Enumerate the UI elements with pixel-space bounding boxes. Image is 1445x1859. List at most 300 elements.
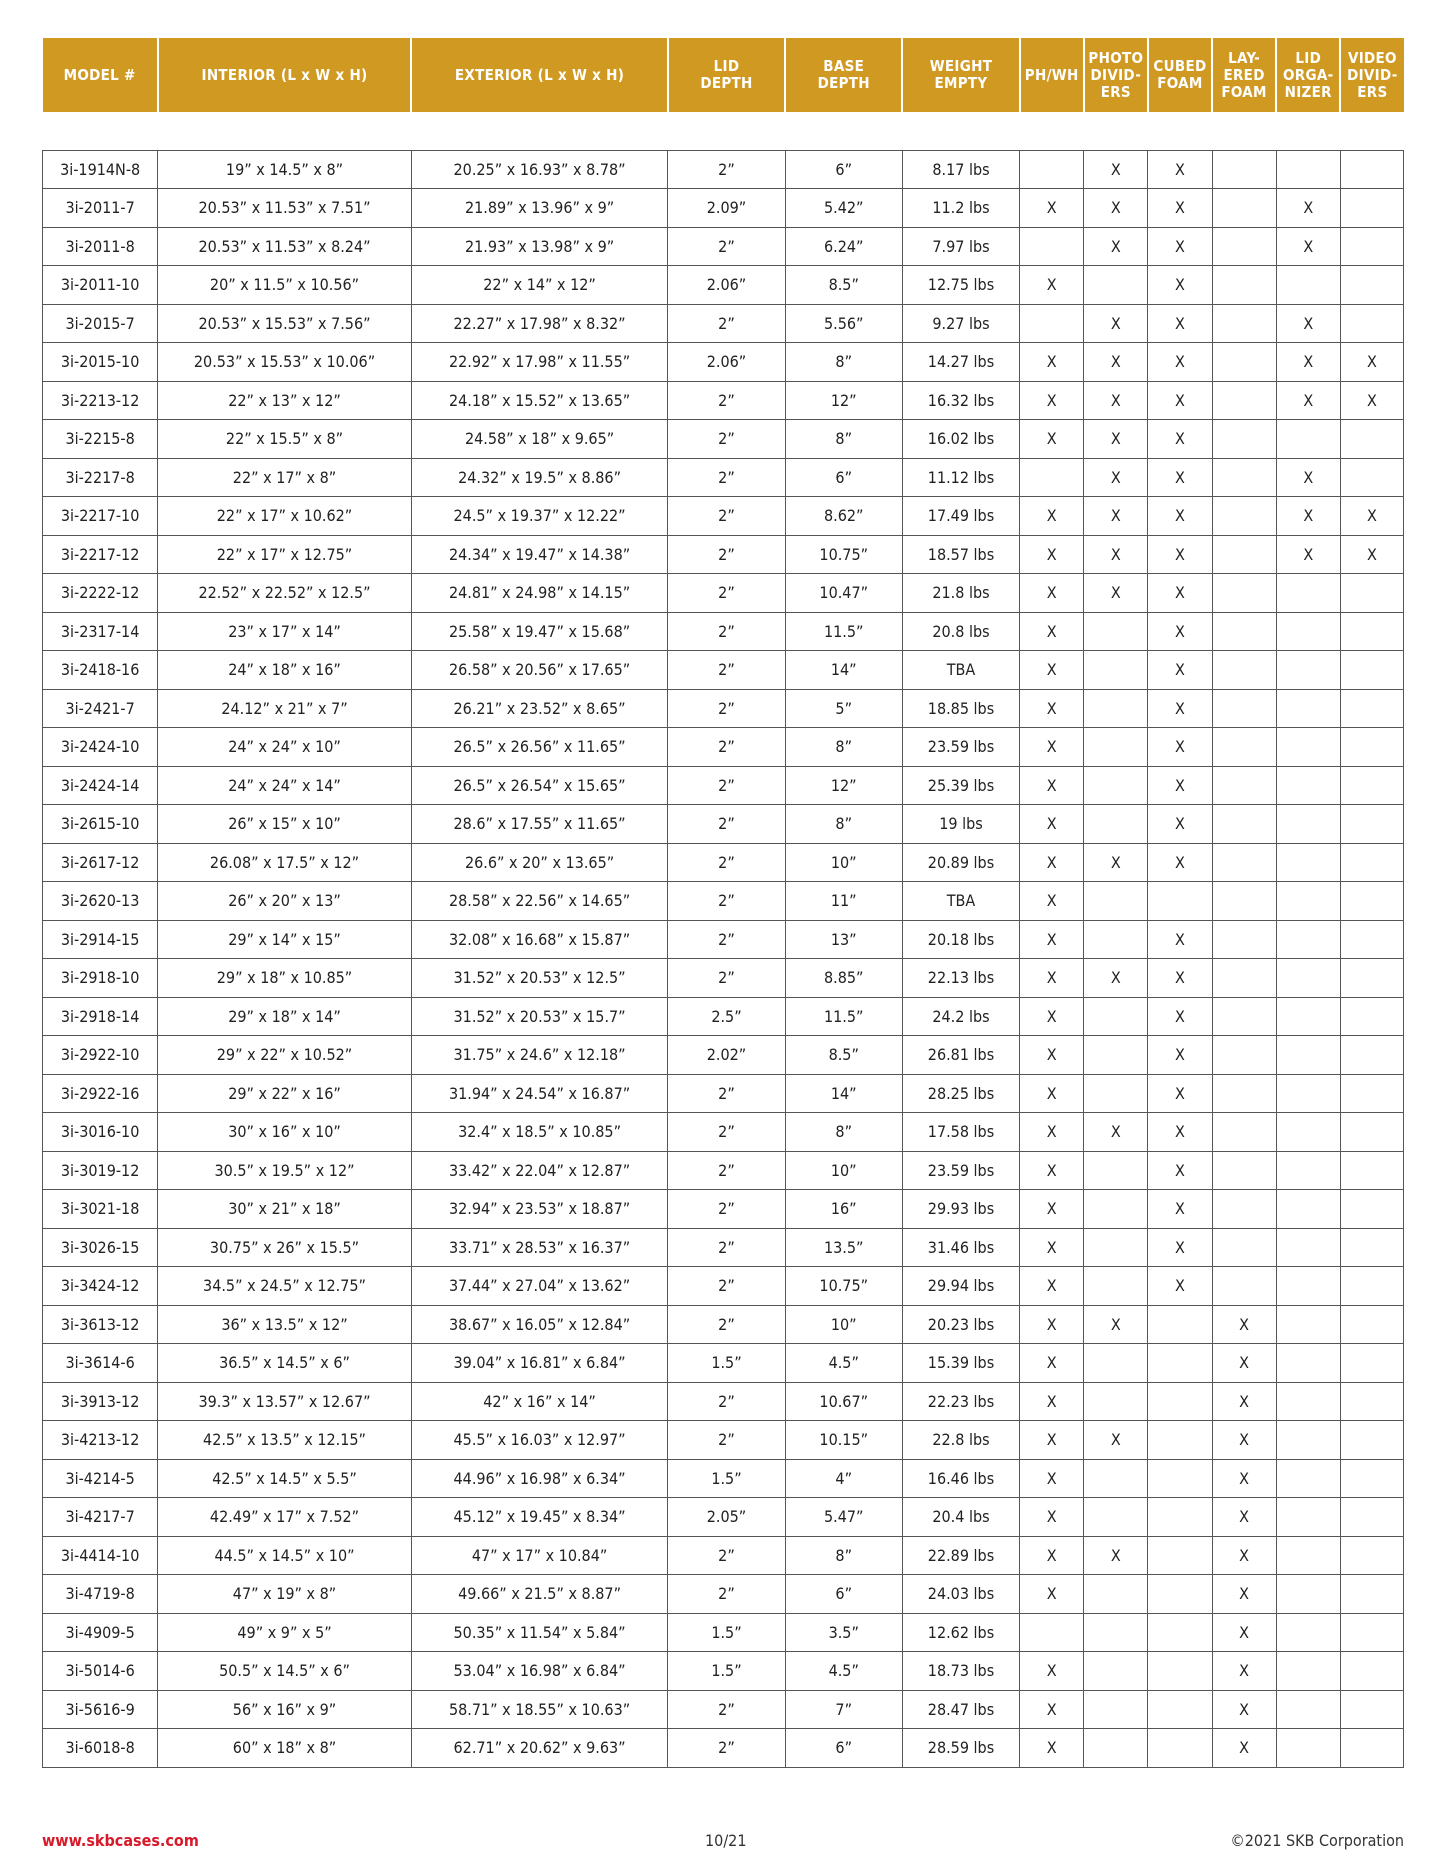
lid-organizer-cell xyxy=(1276,1344,1340,1383)
video-dividers-cell xyxy=(1340,1036,1403,1075)
ph-wh-cell: X xyxy=(1020,920,1084,959)
layered-foam-cell xyxy=(1212,189,1276,228)
layered-foam-cell xyxy=(1212,1267,1276,1306)
video-dividers-cell xyxy=(1340,266,1403,305)
lid-depth-cell: 2” xyxy=(668,458,785,497)
cubed-foam-cell: X xyxy=(1148,728,1212,767)
cubed-foam-cell xyxy=(1148,1536,1212,1575)
exterior-cell: 21.89” x 13.96” x 9” xyxy=(411,189,668,228)
lid-depth-cell: 2” xyxy=(668,150,785,189)
photo-dividers-cell: X xyxy=(1084,343,1148,382)
model-cell: 3i-3019-12 xyxy=(43,1151,158,1190)
table-row xyxy=(43,304,1404,343)
exterior-cell: 53.04” x 16.98” x 6.84” xyxy=(411,1652,668,1691)
header-weight-empty: WEIGHT EMPTY xyxy=(902,38,1019,112)
base-depth-cell: 4” xyxy=(785,1459,902,1498)
lid-organizer-cell xyxy=(1276,420,1340,459)
interior-cell: 26” x 20” x 13” xyxy=(158,882,412,921)
cubed-foam-cell: X xyxy=(1148,651,1212,690)
ph-wh-cell: X xyxy=(1020,189,1084,228)
cubed-foam-cell: X xyxy=(1148,1113,1212,1152)
video-dividers-cell xyxy=(1340,1344,1403,1383)
base-depth-cell: 6” xyxy=(785,150,902,189)
layered-foam-cell xyxy=(1212,497,1276,536)
ph-wh-cell: X xyxy=(1020,1690,1084,1729)
video-dividers-cell: X xyxy=(1340,535,1403,574)
cubed-foam-cell xyxy=(1148,1421,1212,1460)
photo-dividers-cell xyxy=(1084,920,1148,959)
layered-foam-cell xyxy=(1212,1074,1276,1113)
table-row xyxy=(43,420,1404,459)
exterior-cell: 26.21” x 23.52” x 8.65” xyxy=(411,689,668,728)
table-row xyxy=(43,882,1404,921)
exterior-cell: 26.5” x 26.56” x 11.65” xyxy=(411,728,668,767)
cubed-foam-cell xyxy=(1148,1459,1212,1498)
interior-cell: 22” x 15.5” x 8” xyxy=(158,420,412,459)
table-row xyxy=(43,1652,1404,1691)
ph-wh-cell xyxy=(1020,304,1084,343)
lid-depth-cell: 2” xyxy=(668,766,785,805)
interior-cell: 20.53” x 15.53” x 7.56” xyxy=(158,304,412,343)
interior-cell: 30.5” x 19.5” x 12” xyxy=(158,1151,412,1190)
lid-organizer-cell xyxy=(1276,651,1340,690)
weight-cell: 11.12 lbs xyxy=(902,458,1019,497)
photo-dividers-cell xyxy=(1084,1267,1148,1306)
cubed-foam-cell: X xyxy=(1148,843,1212,882)
lid-organizer-cell: X xyxy=(1276,381,1340,420)
exterior-cell: 31.94” x 24.54” x 16.87” xyxy=(411,1074,668,1113)
lid-organizer-cell xyxy=(1276,1228,1340,1267)
video-dividers-cell xyxy=(1340,959,1403,998)
ph-wh-cell: X xyxy=(1020,1228,1084,1267)
weight-cell: 14.27 lbs xyxy=(902,343,1019,382)
header-model: MODEL # xyxy=(43,38,158,112)
ph-wh-cell: X xyxy=(1020,959,1084,998)
header-interior: INTERIOR (L x W x H) xyxy=(158,38,412,112)
photo-dividers-cell xyxy=(1084,1344,1148,1383)
exterior-cell: 24.81” x 24.98” x 14.15” xyxy=(411,574,668,613)
model-cell: 3i-2914-15 xyxy=(43,920,158,959)
lid-organizer-cell xyxy=(1276,1382,1340,1421)
video-dividers-cell xyxy=(1340,1421,1403,1460)
interior-cell: 60” x 18” x 8” xyxy=(158,1729,412,1768)
base-depth-cell: 11” xyxy=(785,882,902,921)
model-cell: 3i-2918-14 xyxy=(43,997,158,1036)
cubed-foam-cell xyxy=(1148,1613,1212,1652)
cubed-foam-cell: X xyxy=(1148,574,1212,613)
interior-cell: 30” x 21” x 18” xyxy=(158,1190,412,1229)
lid-organizer-cell: X xyxy=(1276,535,1340,574)
photo-dividers-cell xyxy=(1084,1228,1148,1267)
cubed-foam-cell xyxy=(1148,1690,1212,1729)
photo-dividers-cell xyxy=(1084,1613,1148,1652)
ph-wh-cell: X xyxy=(1020,1267,1084,1306)
page-number: 10/21 xyxy=(705,1831,747,1850)
lid-organizer-cell xyxy=(1276,1190,1340,1229)
cubed-foam-cell: X xyxy=(1148,535,1212,574)
table-row xyxy=(43,1190,1404,1229)
interior-cell: 24” x 18” x 16” xyxy=(158,651,412,690)
model-cell: 3i-3424-12 xyxy=(43,1267,158,1306)
weight-cell: 12.62 lbs xyxy=(902,1613,1019,1652)
photo-dividers-cell xyxy=(1084,1459,1148,1498)
video-dividers-cell: X xyxy=(1340,497,1403,536)
lid-organizer-cell: X xyxy=(1276,227,1340,266)
header-lid-organizer: LID ORGA- NIZER xyxy=(1276,38,1340,112)
ph-wh-cell: X xyxy=(1020,1344,1084,1383)
interior-cell: 42.5” x 14.5” x 5.5” xyxy=(158,1459,412,1498)
model-cell: 3i-5616-9 xyxy=(43,1690,158,1729)
ph-wh-cell: X xyxy=(1020,497,1084,536)
table-row xyxy=(43,1498,1404,1537)
lid-depth-cell: 1.5” xyxy=(668,1613,785,1652)
layered-foam-cell: X xyxy=(1212,1498,1276,1537)
header-cubed-foam: CUBED FOAM xyxy=(1148,38,1212,112)
photo-dividers-cell xyxy=(1084,1151,1148,1190)
layered-foam-cell: X xyxy=(1212,1613,1276,1652)
cubed-foam-cell: X xyxy=(1148,150,1212,189)
header-video-dividers: VIDEO DIVID- ERS xyxy=(1340,38,1403,112)
layered-foam-cell xyxy=(1212,304,1276,343)
exterior-cell: 24.5” x 19.37” x 12.22” xyxy=(411,497,668,536)
ph-wh-cell: X xyxy=(1020,766,1084,805)
exterior-cell: 58.71” x 18.55” x 10.63” xyxy=(411,1690,668,1729)
interior-cell: 29” x 22” x 10.52” xyxy=(158,1036,412,1075)
exterior-cell: 22.92” x 17.98” x 11.55” xyxy=(411,343,668,382)
base-depth-cell: 8” xyxy=(785,343,902,382)
video-dividers-cell xyxy=(1340,227,1403,266)
video-dividers-cell: X xyxy=(1340,343,1403,382)
model-cell: 3i-2424-14 xyxy=(43,766,158,805)
table-row xyxy=(43,959,1404,998)
model-cell: 3i-5014-6 xyxy=(43,1652,158,1691)
cubed-foam-cell: X xyxy=(1148,381,1212,420)
cubed-foam-cell: X xyxy=(1148,304,1212,343)
layered-foam-cell xyxy=(1212,574,1276,613)
photo-dividers-cell: X xyxy=(1084,959,1148,998)
lid-depth-cell: 2.06” xyxy=(668,266,785,305)
layered-foam-cell xyxy=(1212,959,1276,998)
photo-dividers-cell xyxy=(1084,1652,1148,1691)
exterior-cell: 45.12” x 19.45” x 8.34” xyxy=(411,1498,668,1537)
header-row xyxy=(43,38,1404,112)
photo-dividers-cell xyxy=(1084,1074,1148,1113)
weight-cell: 17.58 lbs xyxy=(902,1113,1019,1152)
table-body xyxy=(43,112,1404,1767)
layered-foam-cell xyxy=(1212,1113,1276,1152)
video-dividers-cell xyxy=(1340,1151,1403,1190)
table-row xyxy=(43,689,1404,728)
table-row xyxy=(43,920,1404,959)
table-row xyxy=(43,189,1404,228)
lid-depth-cell: 2” xyxy=(668,689,785,728)
lid-depth-cell: 2.06” xyxy=(668,343,785,382)
video-dividers-cell xyxy=(1340,1613,1403,1652)
ph-wh-cell: X xyxy=(1020,882,1084,921)
model-cell: 3i-4214-5 xyxy=(43,1459,158,1498)
lid-organizer-cell xyxy=(1276,1151,1340,1190)
lid-depth-cell: 2” xyxy=(668,1690,785,1729)
video-dividers-cell xyxy=(1340,728,1403,767)
interior-cell: 23” x 17” x 14” xyxy=(158,612,412,651)
model-cell: 3i-4414-10 xyxy=(43,1536,158,1575)
ph-wh-cell: X xyxy=(1020,1305,1084,1344)
model-cell: 3i-2922-16 xyxy=(43,1074,158,1113)
header-gap xyxy=(43,112,1404,150)
photo-dividers-cell xyxy=(1084,766,1148,805)
model-cell: 3i-3016-10 xyxy=(43,1113,158,1152)
weight-cell: 24.03 lbs xyxy=(902,1575,1019,1614)
lid-depth-cell: 1.5” xyxy=(668,1652,785,1691)
photo-dividers-cell: X xyxy=(1084,420,1148,459)
lid-depth-cell: 2.02” xyxy=(668,1036,785,1075)
ph-wh-cell xyxy=(1020,227,1084,266)
weight-cell: 11.2 lbs xyxy=(902,189,1019,228)
lid-organizer-cell xyxy=(1276,766,1340,805)
interior-cell: 22” x 17” x 8” xyxy=(158,458,412,497)
ph-wh-cell: X xyxy=(1020,612,1084,651)
ph-wh-cell xyxy=(1020,458,1084,497)
table-row xyxy=(43,1421,1404,1460)
website-link[interactable]: www.skbcases.com xyxy=(42,1831,199,1850)
lid-depth-cell: 2” xyxy=(668,227,785,266)
layered-foam-cell: X xyxy=(1212,1382,1276,1421)
lid-depth-cell: 2” xyxy=(668,1421,785,1460)
exterior-cell: 31.52” x 20.53” x 15.7” xyxy=(411,997,668,1036)
interior-cell: 30” x 16” x 10” xyxy=(158,1113,412,1152)
weight-cell: 20.18 lbs xyxy=(902,920,1019,959)
layered-foam-cell: X xyxy=(1212,1575,1276,1614)
interior-cell: 42.5” x 13.5” x 12.15” xyxy=(158,1421,412,1460)
table-row xyxy=(43,1305,1404,1344)
interior-cell: 50.5” x 14.5” x 6” xyxy=(158,1652,412,1691)
layered-foam-cell xyxy=(1212,343,1276,382)
layered-foam-cell xyxy=(1212,150,1276,189)
lid-organizer-cell xyxy=(1276,1459,1340,1498)
exterior-cell: 22.27” x 17.98” x 8.32” xyxy=(411,304,668,343)
interior-cell: 24” x 24” x 10” xyxy=(158,728,412,767)
weight-cell: 15.39 lbs xyxy=(902,1344,1019,1383)
table-row xyxy=(43,1459,1404,1498)
lid-depth-cell: 2.09” xyxy=(668,189,785,228)
video-dividers-cell xyxy=(1340,1113,1403,1152)
cubed-foam-cell: X xyxy=(1148,266,1212,305)
cubed-foam-cell: X xyxy=(1148,497,1212,536)
interior-cell: 26.08” x 17.5” x 12” xyxy=(158,843,412,882)
base-depth-cell: 11.5” xyxy=(785,612,902,651)
interior-cell: 24.12” x 21” x 7” xyxy=(158,689,412,728)
photo-dividers-cell: X xyxy=(1084,1113,1148,1152)
model-cell: 3i-2620-13 xyxy=(43,882,158,921)
cubed-foam-cell: X xyxy=(1148,689,1212,728)
base-depth-cell: 10.67” xyxy=(785,1382,902,1421)
lid-organizer-cell xyxy=(1276,1690,1340,1729)
video-dividers-cell xyxy=(1340,1074,1403,1113)
model-cell: 3i-2424-10 xyxy=(43,728,158,767)
weight-cell: 21.8 lbs xyxy=(902,574,1019,613)
lid-depth-cell: 2” xyxy=(668,1190,785,1229)
exterior-cell: 33.71” x 28.53” x 16.37” xyxy=(411,1228,668,1267)
video-dividers-cell xyxy=(1340,1536,1403,1575)
interior-cell: 49” x 9” x 5” xyxy=(158,1613,412,1652)
lid-depth-cell: 2” xyxy=(668,1382,785,1421)
photo-dividers-cell xyxy=(1084,1382,1148,1421)
model-cell: 3i-2015-7 xyxy=(43,304,158,343)
ph-wh-cell: X xyxy=(1020,689,1084,728)
interior-cell: 22” x 17” x 10.62” xyxy=(158,497,412,536)
video-dividers-cell xyxy=(1340,805,1403,844)
base-depth-cell: 5.42” xyxy=(785,189,902,228)
table-row xyxy=(43,150,1404,189)
cubed-foam-cell: X xyxy=(1148,189,1212,228)
base-depth-cell: 12” xyxy=(785,381,902,420)
model-cell: 3i-2217-10 xyxy=(43,497,158,536)
ph-wh-cell: X xyxy=(1020,1575,1084,1614)
cubed-foam-cell: X xyxy=(1148,920,1212,959)
weight-cell: 19 lbs xyxy=(902,805,1019,844)
model-cell: 3i-2918-10 xyxy=(43,959,158,998)
exterior-cell: 50.35” x 11.54” x 5.84” xyxy=(411,1613,668,1652)
ph-wh-cell: X xyxy=(1020,1536,1084,1575)
model-cell: 3i-4217-7 xyxy=(43,1498,158,1537)
model-cell: 3i-3021-18 xyxy=(43,1190,158,1229)
exterior-cell: 26.58” x 20.56” x 17.65” xyxy=(411,651,668,690)
lid-depth-cell: 2” xyxy=(668,574,785,613)
ph-wh-cell: X xyxy=(1020,535,1084,574)
interior-cell: 20” x 11.5” x 10.56” xyxy=(158,266,412,305)
table-row xyxy=(43,728,1404,767)
model-cell: 3i-3913-12 xyxy=(43,1382,158,1421)
weight-cell: 16.46 lbs xyxy=(902,1459,1019,1498)
weight-cell: 18.57 lbs xyxy=(902,535,1019,574)
lid-organizer-cell xyxy=(1276,574,1340,613)
specs-table xyxy=(42,38,1404,1768)
base-depth-cell: 11.5” xyxy=(785,997,902,1036)
base-depth-cell: 6” xyxy=(785,1575,902,1614)
exterior-cell: 25.58” x 19.47” x 15.68” xyxy=(411,612,668,651)
layered-foam-cell xyxy=(1212,612,1276,651)
exterior-cell: 20.25” x 16.93” x 8.78” xyxy=(411,150,668,189)
video-dividers-cell xyxy=(1340,1575,1403,1614)
layered-foam-cell: X xyxy=(1212,1690,1276,1729)
exterior-cell: 38.67” x 16.05” x 12.84” xyxy=(411,1305,668,1344)
lid-organizer-cell: X xyxy=(1276,497,1340,536)
table-row xyxy=(43,843,1404,882)
exterior-cell: 33.42” x 22.04” x 12.87” xyxy=(411,1151,668,1190)
base-depth-cell: 4.5” xyxy=(785,1652,902,1691)
photo-dividers-cell: X xyxy=(1084,381,1148,420)
ph-wh-cell: X xyxy=(1020,1729,1084,1768)
video-dividers-cell xyxy=(1340,843,1403,882)
lid-organizer-cell xyxy=(1276,805,1340,844)
cubed-foam-cell xyxy=(1148,882,1212,921)
weight-cell: 8.17 lbs xyxy=(902,150,1019,189)
weight-cell: 22.89 lbs xyxy=(902,1536,1019,1575)
ph-wh-cell: X xyxy=(1020,343,1084,382)
weight-cell: 26.81 lbs xyxy=(902,1036,1019,1075)
ph-wh-cell: X xyxy=(1020,574,1084,613)
photo-dividers-cell xyxy=(1084,1575,1148,1614)
photo-dividers-cell xyxy=(1084,689,1148,728)
base-depth-cell: 8.5” xyxy=(785,1036,902,1075)
weight-cell: 22.13 lbs xyxy=(902,959,1019,998)
photo-dividers-cell: X xyxy=(1084,304,1148,343)
base-depth-cell: 8” xyxy=(785,420,902,459)
table-row xyxy=(43,227,1404,266)
lid-organizer-cell xyxy=(1276,920,1340,959)
base-depth-cell: 6.24” xyxy=(785,227,902,266)
header-ph-wh: PH/WH xyxy=(1020,38,1084,112)
base-depth-cell: 5.47” xyxy=(785,1498,902,1537)
base-depth-cell: 3.5” xyxy=(785,1613,902,1652)
lid-organizer-cell xyxy=(1276,1113,1340,1152)
exterior-cell: 26.6” x 20” x 13.65” xyxy=(411,843,668,882)
lid-depth-cell: 2” xyxy=(668,882,785,921)
lid-depth-cell: 2” xyxy=(668,1575,785,1614)
photo-dividers-cell xyxy=(1084,651,1148,690)
ph-wh-cell: X xyxy=(1020,1036,1084,1075)
lid-depth-cell: 2” xyxy=(668,1729,785,1768)
video-dividers-cell xyxy=(1340,920,1403,959)
cubed-foam-cell xyxy=(1148,1344,1212,1383)
table-row xyxy=(43,1575,1404,1614)
photo-dividers-cell: X xyxy=(1084,1305,1148,1344)
photo-dividers-cell xyxy=(1084,728,1148,767)
weight-cell: 31.46 lbs xyxy=(902,1228,1019,1267)
table-row xyxy=(43,497,1404,536)
model-cell: 3i-2215-8 xyxy=(43,420,158,459)
video-dividers-cell xyxy=(1340,458,1403,497)
cubed-foam-cell xyxy=(1148,1498,1212,1537)
weight-cell: 18.85 lbs xyxy=(902,689,1019,728)
lid-depth-cell: 2” xyxy=(668,728,785,767)
table-row xyxy=(43,1536,1404,1575)
interior-cell: 20.53” x 11.53” x 7.51” xyxy=(158,189,412,228)
weight-cell: TBA xyxy=(902,651,1019,690)
weight-cell: 20.89 lbs xyxy=(902,843,1019,882)
model-cell: 3i-2011-10 xyxy=(43,266,158,305)
lid-depth-cell: 2” xyxy=(668,1113,785,1152)
header-gap-cell xyxy=(43,112,1404,150)
base-depth-cell: 14” xyxy=(785,651,902,690)
interior-cell: 24” x 24” x 14” xyxy=(158,766,412,805)
lid-organizer-cell xyxy=(1276,882,1340,921)
interior-cell: 26” x 15” x 10” xyxy=(158,805,412,844)
base-depth-cell: 7” xyxy=(785,1690,902,1729)
photo-dividers-cell: X xyxy=(1084,535,1148,574)
ph-wh-cell: X xyxy=(1020,1190,1084,1229)
table-row xyxy=(43,1074,1404,1113)
model-cell: 3i-2317-14 xyxy=(43,612,158,651)
interior-cell: 56” x 16” x 9” xyxy=(158,1690,412,1729)
table-row xyxy=(43,343,1404,382)
interior-cell: 47” x 19” x 8” xyxy=(158,1575,412,1614)
photo-dividers-cell xyxy=(1084,1036,1148,1075)
layered-foam-cell xyxy=(1212,766,1276,805)
exterior-cell: 22” x 14” x 12” xyxy=(411,266,668,305)
ph-wh-cell: X xyxy=(1020,997,1084,1036)
weight-cell: 28.25 lbs xyxy=(902,1074,1019,1113)
weight-cell: 22.8 lbs xyxy=(902,1421,1019,1460)
interior-cell: 29” x 14” x 15” xyxy=(158,920,412,959)
model-cell: 3i-2615-10 xyxy=(43,805,158,844)
base-depth-cell: 13.5” xyxy=(785,1228,902,1267)
model-cell: 3i-2217-12 xyxy=(43,535,158,574)
photo-dividers-cell: X xyxy=(1084,843,1148,882)
ph-wh-cell: X xyxy=(1020,420,1084,459)
video-dividers-cell xyxy=(1340,882,1403,921)
exterior-cell: 45.5” x 16.03” x 12.97” xyxy=(411,1421,668,1460)
